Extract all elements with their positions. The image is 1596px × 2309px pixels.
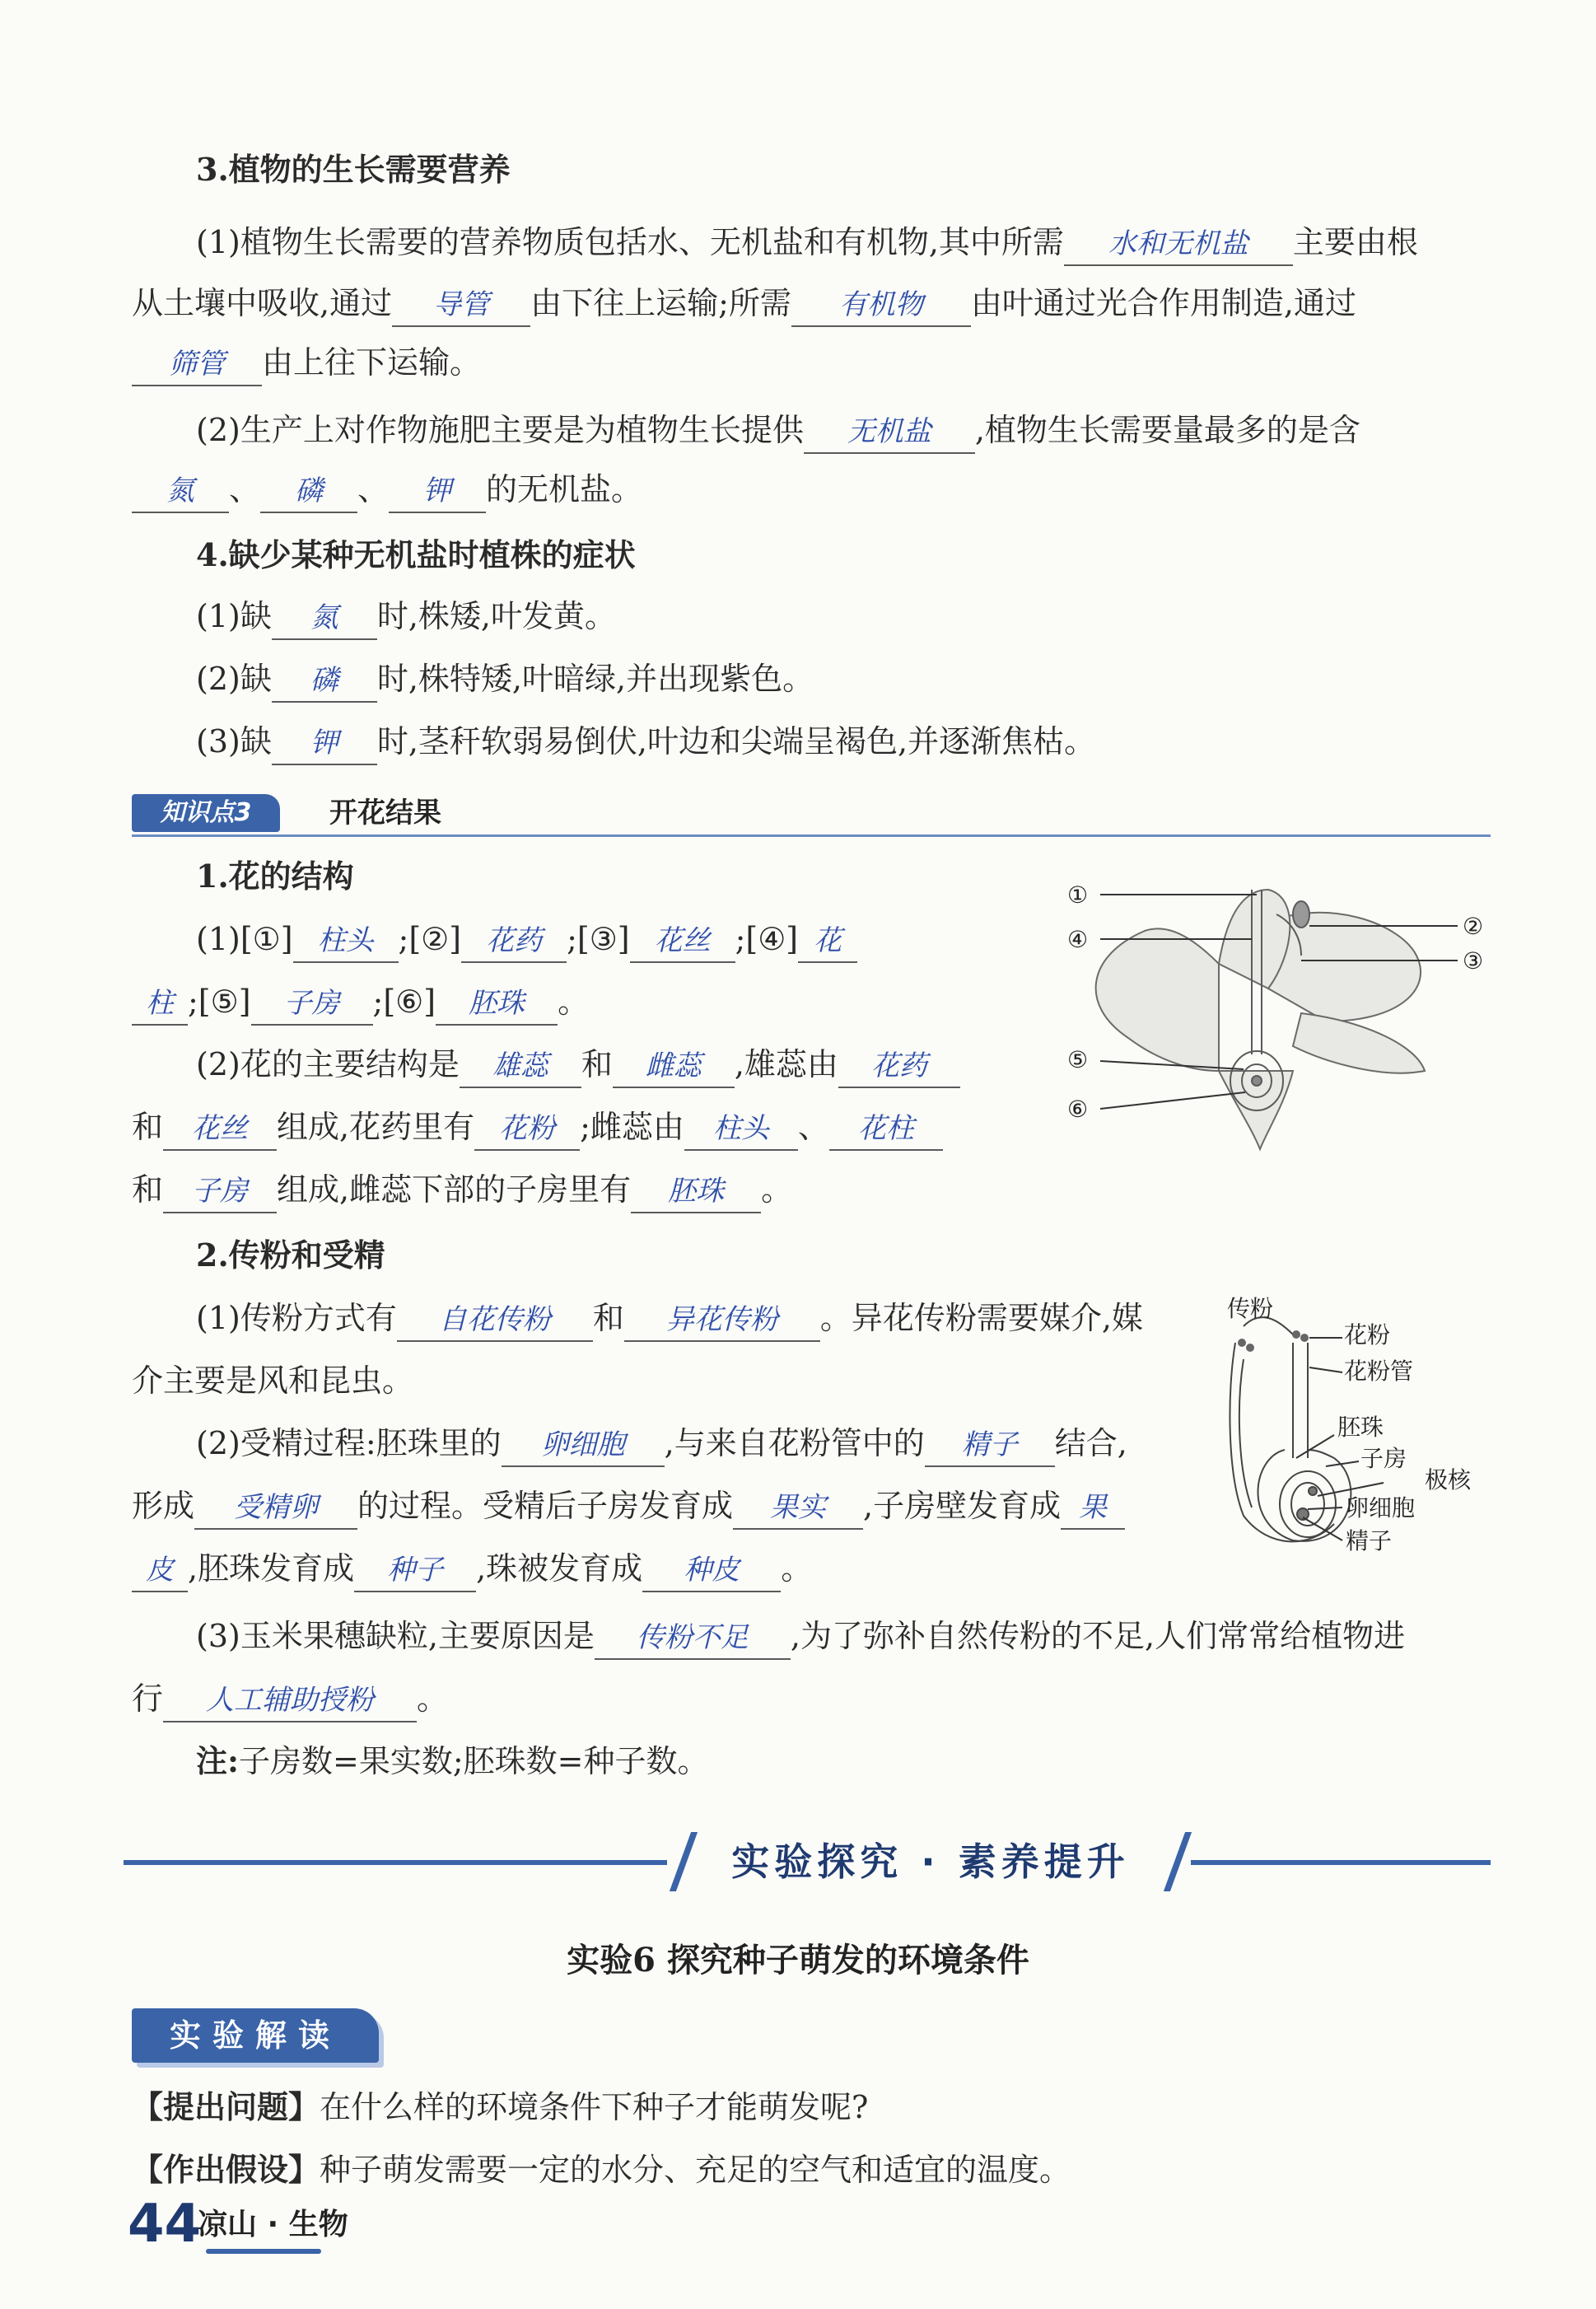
divider [1191, 1860, 1491, 1865]
text: ;[⑥] [372, 984, 436, 1020]
text: 由下往上运输;所需 [530, 285, 791, 321]
fig-label: 花粉管 [1344, 1358, 1414, 1385]
flower-diagram [1054, 865, 1499, 1162]
knowledge-point-header [132, 789, 1491, 837]
banner-title: 实验探究 · 素养提升 [731, 1839, 1130, 1884]
text: 主要由根 [1292, 224, 1418, 260]
text: (2)花的主要结构是 [196, 1046, 460, 1082]
answer-blank: 钾 [272, 722, 377, 765]
text: 时,株矮,叶发黄。 [376, 598, 616, 634]
answer-blank: 受精卵 [194, 1487, 357, 1530]
fig-label: 胚珠 [1337, 1414, 1384, 1441]
answer-blank: 雄蕊 [460, 1045, 581, 1088]
answer-blank: 花丝 [630, 920, 735, 963]
answer-blank: 筛管 [132, 344, 262, 386]
text: 结合, [1054, 1425, 1127, 1461]
answer-blank: 种皮 [642, 1549, 781, 1592]
answer-blank: 雌蕊 [613, 1045, 735, 1088]
answer-blank: 水和无机盐 [1064, 223, 1293, 266]
text: 的无机盐。 [486, 471, 643, 507]
text: ,胚珠发育成 [188, 1550, 355, 1587]
text: ;[⑤] [188, 984, 251, 1020]
text: (2)受精过程:胚珠里的 [196, 1425, 502, 1461]
paragraph [132, 979, 1038, 1026]
note-text: 子房数=果实数;胚珠数=种子数。 [239, 1743, 709, 1779]
paragraph [196, 1613, 1497, 1660]
hypothesis-label: 【作出假设】 [132, 2151, 320, 2188]
answer-blank: 自花传粉 [397, 1299, 593, 1342]
text: 由上往下运输。 [262, 344, 482, 381]
text: ,植物生长需要量最多的是含 [974, 412, 1360, 448]
answer-blank: 异花传粉 [624, 1299, 820, 1342]
note [196, 1738, 1555, 1784]
flower-label: ① [1067, 881, 1089, 909]
answer-blank: 有机物 [791, 284, 971, 327]
answer-blank: 果 [1061, 1487, 1125, 1530]
text: 由叶通过光合作用制造,通过 [970, 285, 1356, 321]
knowledge-point-tag: 知识点3 [132, 794, 280, 832]
fig-label: 精子 [1346, 1527, 1393, 1554]
flower-label: ④ [1067, 926, 1089, 953]
paragraph [196, 1420, 1192, 1467]
divider [206, 2249, 321, 2254]
fertilization-diagram [1211, 1293, 1499, 1565]
note-label: 注: [196, 1742, 240, 1779]
text: (2)生产上对作物施肥主要是为植物生长提供 [196, 412, 804, 448]
section-heading: 2.传粉和受精 [196, 1236, 385, 1274]
answer-blank: 磷 [272, 660, 377, 703]
fig-label: 极核 [1425, 1466, 1472, 1493]
text: 。异花传粉需要媒介,媒 [819, 1300, 1143, 1336]
answer-blank: 卵细胞 [502, 1424, 665, 1467]
text: ,与来自花粉管中的 [664, 1425, 925, 1461]
paragraph [196, 407, 1555, 454]
paragraph [132, 1166, 1038, 1213]
answer-blank: 花药 [838, 1045, 960, 1088]
answer-blank: 花粉 [474, 1108, 580, 1151]
flower-label: ② [1463, 913, 1484, 940]
paragraph [132, 2084, 1491, 2130]
flower-label: ⑤ [1067, 1046, 1089, 1073]
text: 、 [229, 471, 261, 507]
paragraph [132, 2147, 1491, 2193]
text: (1)植物生长需要的营养物质包括水、无机盐和有机物,其中所需 [196, 224, 1064, 260]
section-heading: 4.缺少某种无机盐时植株的症状 [196, 536, 636, 573]
answer-blank: 子房 [163, 1171, 277, 1213]
text: 。 [558, 984, 590, 1020]
text: 和 [592, 1300, 624, 1336]
paragraph [196, 1041, 1052, 1088]
text: ,珠被发育成 [476, 1550, 643, 1587]
answer-blank: 花药 [461, 920, 567, 963]
text: 时,茎秆软弱易倒伏,叶边和尖端呈褐色,并逐渐焦枯。 [376, 723, 1096, 760]
paragraph [132, 466, 1491, 513]
text: (1)[①] [196, 921, 293, 957]
answer-blank: 柱 [132, 983, 188, 1026]
text: 时,株特矮,叶暗绿,并出现紫色。 [376, 661, 814, 697]
text: (2)缺 [196, 661, 272, 697]
text: 组成,花药里有 [277, 1109, 475, 1145]
divider [124, 1860, 667, 1865]
text: 和 [132, 1109, 164, 1145]
text: 种子萌发需要一定的水分、充足的空气和适宜的温度。 [320, 2152, 1071, 2188]
answer-blank: 无机盐 [804, 411, 975, 454]
answer-blank: 胚珠 [436, 983, 558, 1026]
text: 从土壤中吸收,通过 [132, 285, 393, 321]
paragraph [196, 1295, 1192, 1342]
paragraph [132, 1104, 1054, 1151]
paragraph [132, 1545, 1120, 1592]
fig-label: 传粉 [1227, 1295, 1274, 1322]
text: 和 [581, 1046, 613, 1082]
question-label: 【提出问题】 [132, 2088, 320, 2125]
answer-blank: 磷 [260, 470, 357, 513]
text: 形成 [132, 1488, 195, 1524]
text: 。 [781, 1550, 813, 1587]
answer-blank: 精子 [925, 1424, 1055, 1467]
page-number: 44 [128, 2194, 202, 2255]
text: ,为了弥补自然传粉的不足,人们常常给植物进 [790, 1618, 1406, 1654]
paragraph [196, 219, 1555, 266]
paragraph [132, 280, 1491, 327]
answer-blank: 柱头 [684, 1108, 798, 1151]
text: ,子房壁发育成 [863, 1488, 1062, 1524]
section-heading: 1.花的结构 [196, 858, 354, 895]
answer-blank: 花丝 [163, 1108, 277, 1151]
text: 和 [132, 1171, 164, 1208]
paragraph [132, 1483, 1186, 1530]
section-banner [124, 1829, 1491, 1895]
section-heading: 3.植物的生长需要营养 [196, 151, 511, 188]
answer-blank: 传粉不足 [595, 1617, 791, 1660]
text: (1)传粉方式有 [196, 1300, 397, 1336]
paragraph [196, 593, 1555, 640]
text: ;[④] [735, 921, 799, 957]
paragraph [196, 718, 1555, 765]
answer-blank: 子房 [251, 983, 373, 1026]
paragraph [132, 1676, 1491, 1722]
answer-blank: 钾 [389, 470, 486, 513]
paragraph [132, 339, 1491, 386]
experiment-title: 实验6 探究种子萌发的环境条件 [567, 1941, 1029, 1979]
answer-blank: 导管 [392, 284, 530, 327]
answer-blank: 花柱 [829, 1108, 943, 1151]
text: ,雄蕊由 [734, 1046, 838, 1082]
fig-label: 子房 [1360, 1445, 1407, 1472]
text: 。 [761, 1171, 793, 1208]
text: (1)缺 [196, 598, 272, 634]
text: (3)缺 [196, 723, 272, 760]
text: ;[②] [398, 921, 462, 957]
answer-blank: 氮 [272, 597, 377, 640]
text: 行 [132, 1680, 164, 1717]
fig-label: 花粉 [1344, 1321, 1391, 1348]
answer-blank: 胚珠 [631, 1171, 761, 1213]
answer-blank: 柱头 [293, 920, 399, 963]
text: 的过程。受精后子房发育成 [357, 1488, 734, 1524]
experiment-tag: 实验解读 [132, 2008, 379, 2063]
answer-blank: 氮 [132, 470, 229, 513]
footer-text: 凉山 · 生物 [198, 2208, 348, 2241]
text: (3)玉米果穗缺粒,主要原因是 [196, 1618, 595, 1654]
divider [132, 834, 1491, 837]
fig-label: 卵细胞 [1346, 1494, 1416, 1521]
flower-label: ③ [1463, 947, 1484, 975]
text: 组成,雌蕊下部的子房里有 [277, 1171, 632, 1208]
answer-blank: 花 [798, 920, 857, 963]
answer-blank: 果实 [733, 1487, 863, 1530]
text: ;雌蕊由 [580, 1109, 684, 1145]
flower-label: ⑥ [1067, 1096, 1089, 1123]
paragraph [196, 916, 1052, 963]
text: 、 [797, 1109, 829, 1145]
paragraph [196, 656, 1555, 703]
answer-blank: 种子 [354, 1549, 476, 1592]
text: ;[③] [567, 921, 630, 957]
text: 、 [357, 471, 390, 507]
answer-blank: 皮 [132, 1549, 188, 1592]
paragraph: 介主要是风和昆虫。 [132, 1362, 414, 1399]
text: 。 [417, 1680, 449, 1717]
answer-blank: 人工辅助授粉 [163, 1680, 417, 1722]
text: 在什么样的环境条件下种子才能萌发呢? [320, 2089, 869, 2125]
knowledge-point-title: 开花结果 [329, 797, 441, 830]
